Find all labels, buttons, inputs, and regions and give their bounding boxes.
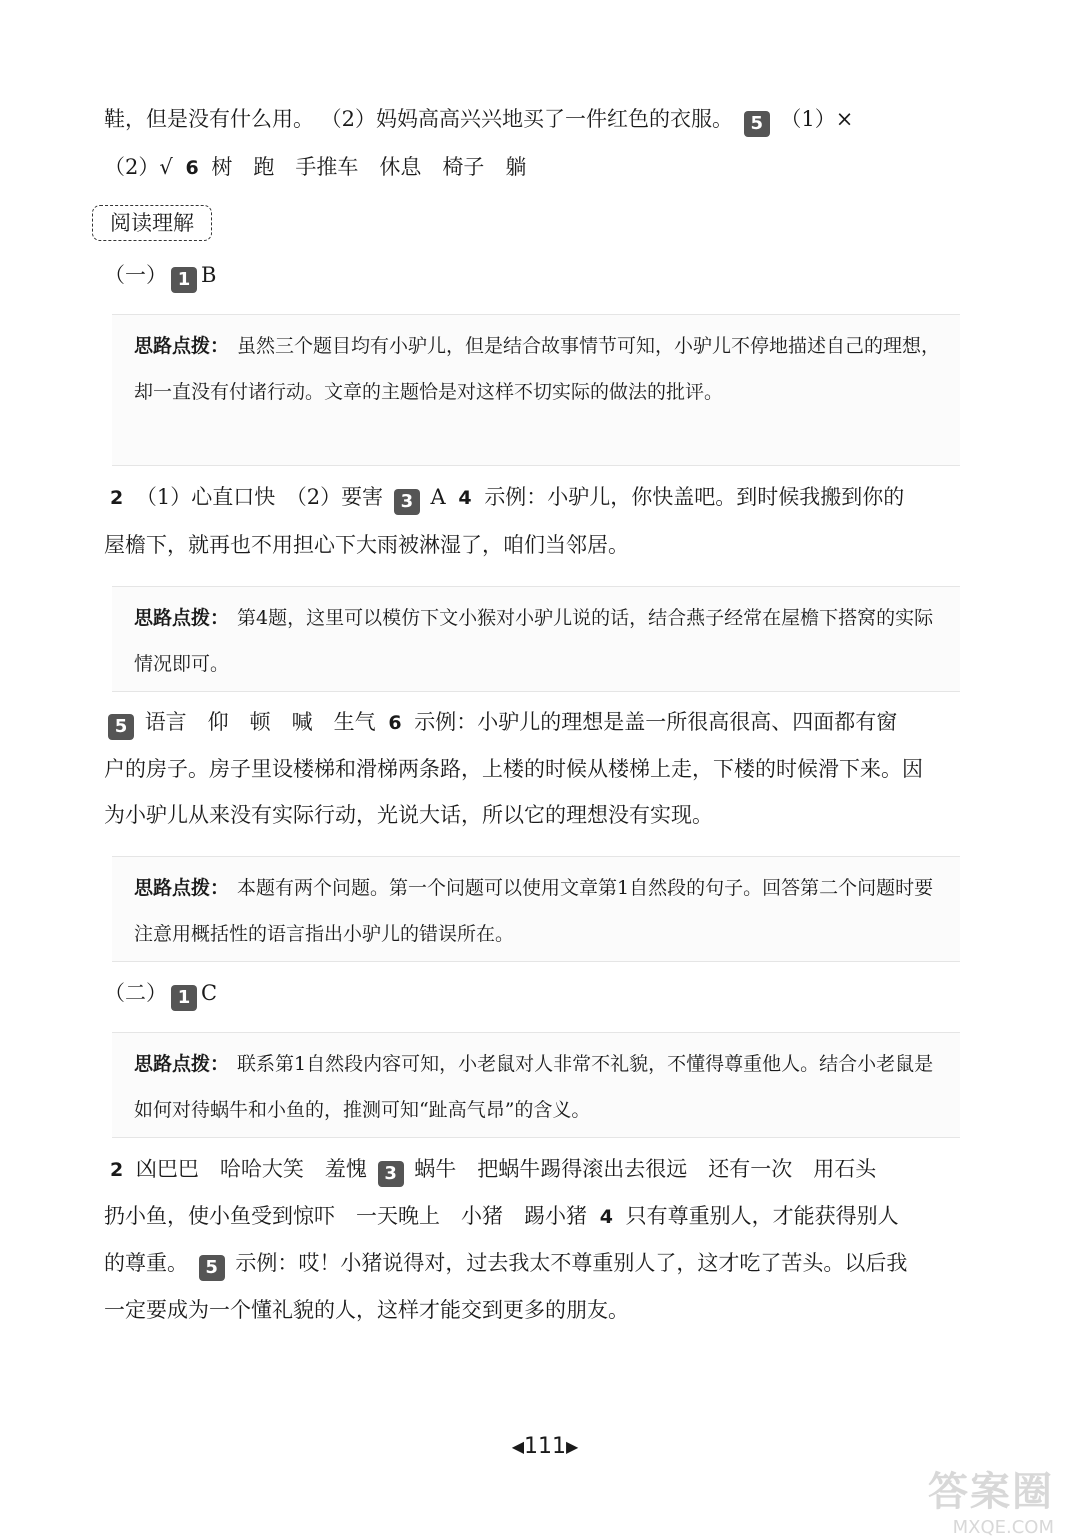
watermark-logo bbox=[928, 1460, 1054, 1538]
hint-label: 思路点拨： bbox=[134, 1053, 230, 1075]
answer-line-1 bbox=[104, 104, 853, 137]
section-title: 阅读理解 bbox=[92, 205, 212, 241]
question-number: 6 bbox=[388, 712, 402, 734]
answer-line-2 bbox=[104, 152, 526, 183]
hint-label: 思路点拨： bbox=[134, 877, 230, 899]
hint-label: 思路点拨： bbox=[134, 335, 230, 357]
line-text: （1）心直口快 （2）要害 bbox=[135, 485, 384, 509]
watermark-url: MXQE.COM bbox=[952, 1517, 1054, 1538]
hint-text: 第4题，这里可以模仿下文小猴对小驴儿说的话，结合燕子经常在屋檐下搭窝的实际情况即可。 bbox=[134, 607, 934, 675]
question-number-box: 3 bbox=[378, 1161, 404, 1187]
question-number: 6 bbox=[185, 157, 199, 179]
question-number-box: 5 bbox=[744, 111, 770, 137]
hint-box bbox=[112, 586, 960, 692]
part-label: （二） bbox=[104, 981, 167, 1005]
answer-line bbox=[104, 1201, 899, 1232]
question-number-box: 1 bbox=[171, 267, 197, 293]
part-two-answer bbox=[104, 978, 217, 1011]
page-number-text: 111 bbox=[524, 1434, 566, 1459]
answer-text: C bbox=[201, 981, 218, 1005]
question-number-box: 5 bbox=[199, 1255, 225, 1281]
line-text: 语言 仰 顿 喊 生气 bbox=[144, 710, 376, 734]
answer-line bbox=[104, 1248, 907, 1281]
answer-line bbox=[104, 707, 897, 740]
line-text: A bbox=[430, 485, 446, 509]
hint-box bbox=[112, 314, 960, 466]
question-number: 2 bbox=[110, 487, 124, 509]
answer-line bbox=[104, 1295, 629, 1325]
line-text: 示例：哎！小猪说得对，过去我太不尊重别人了，这才吃了苦头。以后我 bbox=[235, 1251, 908, 1275]
triangle-right-icon: ▶ bbox=[566, 1437, 579, 1456]
question-number: 2 bbox=[110, 1159, 124, 1181]
question-number: 4 bbox=[458, 487, 472, 509]
part-label: （一） bbox=[104, 263, 167, 287]
question-number: 4 bbox=[599, 1206, 613, 1228]
hint-text: 本题有两个问题。第一个问题可以使用文章第1自然段的句子。回答第二个问题时要注意用概括性的语言指出小驴儿的错误所在。 bbox=[134, 877, 934, 945]
watermark-text: 答案圈 bbox=[928, 1469, 1054, 1515]
answer-line bbox=[104, 530, 629, 560]
line-text: （2）√ bbox=[104, 155, 173, 179]
hint-label: 思路点拨： bbox=[134, 607, 230, 629]
line-text: 只有尊重别人，才能获得别人 bbox=[625, 1204, 899, 1228]
page-number bbox=[490, 1434, 600, 1459]
hint-box bbox=[112, 1032, 960, 1138]
line-text: 鞋，但是没有什么用。 （2）妈妈高高兴兴地买了一件红色的衣服。 bbox=[104, 107, 734, 131]
hint-text: 虽然三个题目均有小驴儿，但是结合故事情节可知，小驴儿不停地描述自己的理想，却一直没有付诸行动。文章的主题恰是对这样不切实际的做法的批评。 bbox=[134, 335, 941, 403]
question-number-box: 3 bbox=[394, 489, 420, 515]
question-number-box: 5 bbox=[108, 714, 134, 740]
line-text: 示例：小驴儿，你快盖吧。到时候我搬到你的 bbox=[484, 485, 905, 509]
line-text: 蜗牛 把蜗牛踢得滚出去很远 还有一次 用石头 bbox=[414, 1157, 877, 1181]
line-text: 一定要成为一个懂礼貌的人，这样才能交到更多的朋友。 bbox=[104, 1298, 629, 1322]
answer-text: B bbox=[201, 263, 217, 287]
line-text: 户的房子。房子里设楼梯和滑梯两条路，上楼的时候从楼梯上走，下楼的时候滑下来。因 bbox=[104, 757, 923, 781]
line-text: （1）× bbox=[780, 107, 854, 131]
triangle-left-icon: ◀ bbox=[511, 1437, 524, 1456]
line-text: 的尊重。 bbox=[104, 1251, 188, 1275]
hint-box bbox=[112, 856, 960, 962]
question-number-box: 1 bbox=[171, 985, 197, 1011]
line-text: 屋檐下，就再也不用担心下大雨被淋湿了，咱们当邻居。 bbox=[104, 533, 629, 557]
line-text: 凶巴巴 哈哈大笑 羞愧 bbox=[135, 1157, 367, 1181]
hint-text: 联系第1自然段内容可知，小老鼠对人非常不礼貌，不懂得尊重他人。结合小老鼠是如何对待蜗牛和小鱼的，推测可知“趾高气昂”的含义。 bbox=[134, 1053, 934, 1121]
line-text: 示例：小驴儿的理想是盖一所很高很高、四面都有窗 bbox=[414, 710, 898, 734]
answer-line bbox=[104, 754, 923, 784]
answer-line bbox=[104, 1154, 876, 1187]
line-text: 树 跑 手推车 休息 椅子 躺 bbox=[211, 155, 527, 179]
part-one-answer bbox=[104, 260, 216, 293]
answer-line bbox=[104, 800, 713, 830]
line-text: 为小驴儿从来没有实际行动，光说大话，所以它的理想没有实现。 bbox=[104, 803, 713, 827]
line-text: 扔小鱼，使小鱼受到惊吓 一天晚上 小猪 踢小猪 bbox=[104, 1204, 587, 1228]
answer-line bbox=[104, 482, 904, 515]
